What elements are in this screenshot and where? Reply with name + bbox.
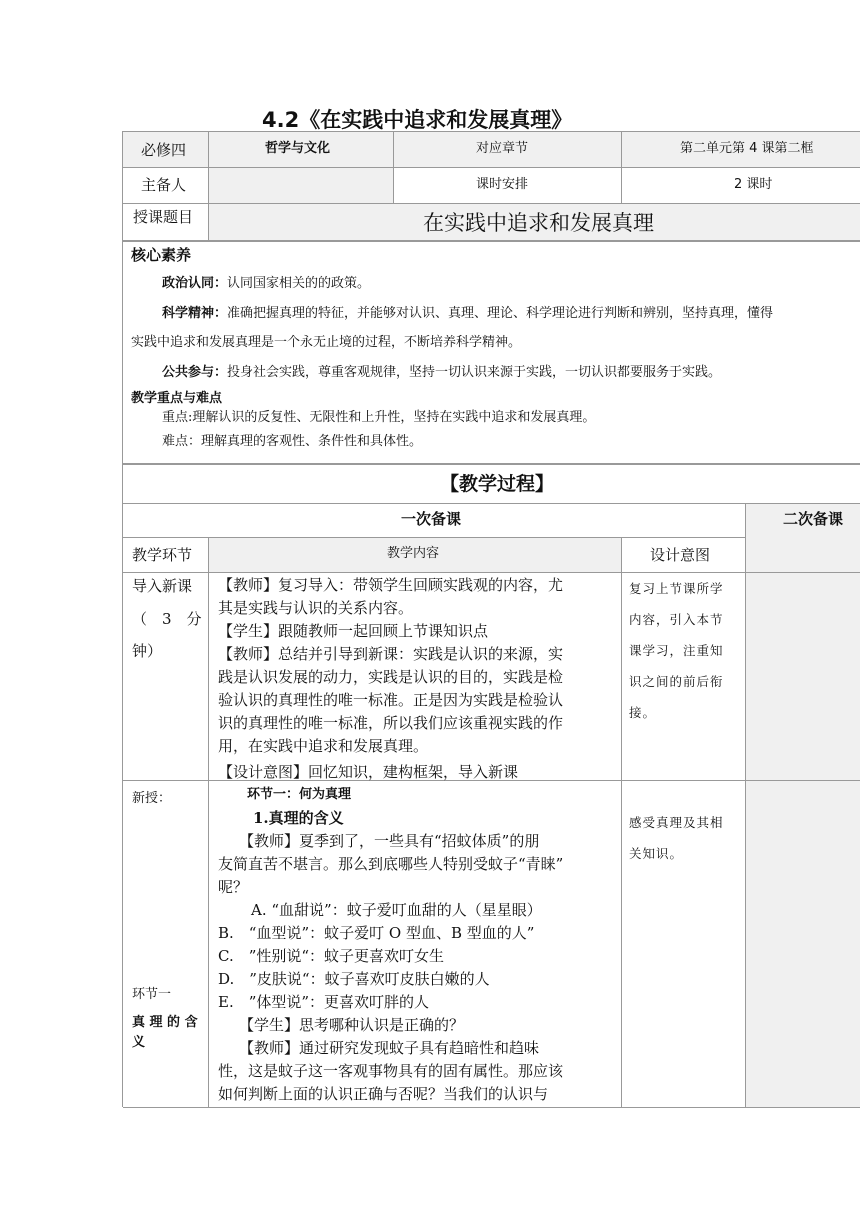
process-heading: 【教学过程】 — [440, 473, 555, 495]
second-prep-label: 二次备课 — [783, 510, 844, 528]
sub-heading: 1.真理的含义 — [253, 809, 344, 827]
new-content-line: 呢？ — [218, 878, 249, 896]
core-item-label: 科学精神： — [162, 306, 228, 321]
chapter-label-cell — [394, 132, 622, 168]
intro-intent-line: 课学习，注重知 — [629, 643, 724, 658]
second-prep-cell — [746, 504, 860, 573]
first-prep-label: 一次备课 — [401, 510, 462, 528]
new-stage-sub: 环节一 — [132, 987, 172, 1002]
hours-label-cell — [394, 168, 622, 204]
process-heading-row — [122, 464, 860, 504]
chapter-value: 第二单元第 4 课第二框 — [680, 141, 814, 156]
preparer-label-cell — [123, 168, 209, 204]
new-stage-title-line: 义 — [132, 1035, 146, 1050]
core-item-politics — [162, 271, 370, 297]
key-heading: 教学重点与难点 — [131, 391, 223, 406]
intro-intent-cell — [622, 573, 746, 781]
new-content-line: E. ”体型说”：更喜欢叮胖的人 — [218, 993, 430, 1011]
difficulty-point: 难点：理解真理的客观性、条件性和具体性。 — [162, 434, 423, 449]
preparer-label: 主备人 — [141, 176, 187, 194]
intro-stage-line: 导入新课 — [132, 577, 193, 595]
new-content-line: 性，这是蚊子这一客观事物具有的固有属性。那应该 — [218, 1062, 564, 1080]
intro-intent-line: 复习上节课所学 — [629, 581, 724, 596]
intro-content-line: 验认识的真理性的唯一标准。正是因为实践是检验认 — [218, 691, 564, 709]
new-content-line: D. ”皮肤说“：蚊子喜欢叮皮肤白嫩的人 — [218, 970, 490, 988]
intro-content-line: 践是认识发展的动力，实践是认识的目的，实践是检 — [218, 668, 564, 686]
new-intent-cell — [622, 781, 746, 1108]
new-content-line: 【学生】思考哪种认识是正确的？ — [239, 1016, 465, 1034]
new-intent-line: 感受真理及其相 — [629, 815, 724, 830]
intro-second-prep-cell — [746, 573, 860, 781]
topic-value: 在实践中追求和发展真理 — [423, 211, 654, 235]
core-item-text: 投身社会实践，尊重客观规律，坚持一切认识来源于实践，一切认识都要服务于实践。 — [227, 365, 722, 380]
new-content-line: A. “血甜说”：蚊子爱叮血甜的人（星星眼） — [251, 901, 542, 919]
core-literacy-block — [122, 240, 860, 464]
course-cell — [123, 132, 209, 168]
col-intent-cell — [622, 538, 746, 573]
hours-label: 课时安排 — [476, 177, 529, 192]
document-title: 4.2《在实践中追求和发展真理》 — [262, 108, 573, 132]
core-item-science-cont: 实践中追求和发展真理是一个永无止境的过程，不断培养科学精神。 — [131, 335, 522, 350]
new-stage-title-line: 真 理 的 含 — [132, 1015, 198, 1030]
intro-intent-line: 识之间的前后衔 — [629, 674, 724, 689]
new-intent-line: 关知识。 — [629, 846, 684, 861]
intro-stage-line: 钟） — [132, 642, 163, 660]
new-content-line: C. ”性别说“：蚊子更喜欢叮女生 — [218, 947, 445, 965]
new-content-line: 友简直苦不堪言。那么到底哪些人特别受蚊子“青睐” — [218, 855, 564, 873]
book-label: 哲学与文化 — [265, 141, 331, 156]
intro-intent-line: 内容，引入本节 — [629, 612, 724, 627]
first-prep-cell — [123, 504, 746, 538]
core-item-science — [162, 301, 773, 327]
new-content-line: 【教师】通过研究发现蚊子具有趋暗性和趋味 — [239, 1039, 540, 1057]
intro-content-line: 识的真理性的唯一标准，所以我们应该重视实践的作 — [218, 714, 564, 732]
new-content-line: B. “血型说”：蚊子爱叮 O 型血、B 型血的人” — [218, 924, 535, 942]
hours-value-cell — [622, 168, 860, 204]
core-item-label: 公共参与： — [162, 365, 228, 380]
new-content-line: 【教师】夏季到了，一些具有“招蚊体质”的朋 — [239, 832, 540, 850]
new-content-cell — [209, 781, 622, 1108]
topic-value-cell — [209, 204, 860, 242]
chapter-value-cell — [622, 132, 860, 168]
book-cell — [209, 132, 394, 168]
course-label: 必修四 — [141, 141, 187, 159]
intro-content-cell — [209, 573, 622, 781]
intro-content-line: 用，在实践中追求和发展真理。 — [218, 737, 429, 755]
core-item-text: 认同国家相关的的政策。 — [227, 276, 371, 291]
intro-content-line: 【教师】总结并引导到新课：实践是认识的来源，实 — [218, 645, 564, 663]
col-content-label: 教学内容 — [387, 546, 440, 561]
col-stage-label: 教学环节 — [132, 546, 193, 564]
core-item-label: 政治认同： — [162, 276, 228, 291]
core-item-text: 准确把握真理的特征，并能够对认识、真理、理论、科学理论进行判断和辨别，坚持真理，懂得 — [227, 306, 774, 321]
hours-value: 2 课时 — [734, 177, 773, 192]
col-intent-label: 设计意图 — [650, 546, 711, 564]
core-heading: 核心素养 — [131, 246, 192, 264]
intro-stage-cell — [123, 573, 209, 781]
core-item-participation — [162, 360, 721, 386]
topic-label: 授课题目 — [133, 208, 194, 226]
preparer-value-cell — [209, 168, 394, 204]
new-stage-cell — [123, 781, 209, 1108]
process-table — [122, 503, 860, 1107]
intro-content-line: 其是实践与认识的关系内容。 — [218, 599, 414, 617]
col-stage-cell — [123, 538, 209, 573]
intro-content-line: 【教师】复习导入：带领学生回顾实践观的内容，尤 — [218, 576, 564, 594]
header-table — [122, 131, 860, 241]
chapter-label: 对应章节 — [476, 141, 529, 156]
col-content-cell — [209, 538, 622, 573]
topic-label-cell — [123, 204, 209, 242]
intro-intent-line: 接。 — [629, 705, 657, 720]
intro-stage-line: （ 3 分 — [132, 610, 202, 628]
key-point: 重点:理解认识的反复性、无限性和上升性，坚持在实践中追求和发展真理。 — [162, 410, 596, 425]
new-content-line: 如何判断上面的认识正确与否呢？当我们的认识与 — [218, 1085, 549, 1103]
section-heading: 环节一：何为真理 — [247, 787, 352, 802]
intro-content-line: 【设计意图】回忆知识，建构框架，导入新课 — [218, 763, 519, 781]
new-stage-label: 新授： — [132, 791, 172, 806]
intro-content-line: 【学生】跟随教师一起回顾上节课知识点 — [218, 622, 489, 640]
new-second-prep-cell — [746, 781, 860, 1108]
